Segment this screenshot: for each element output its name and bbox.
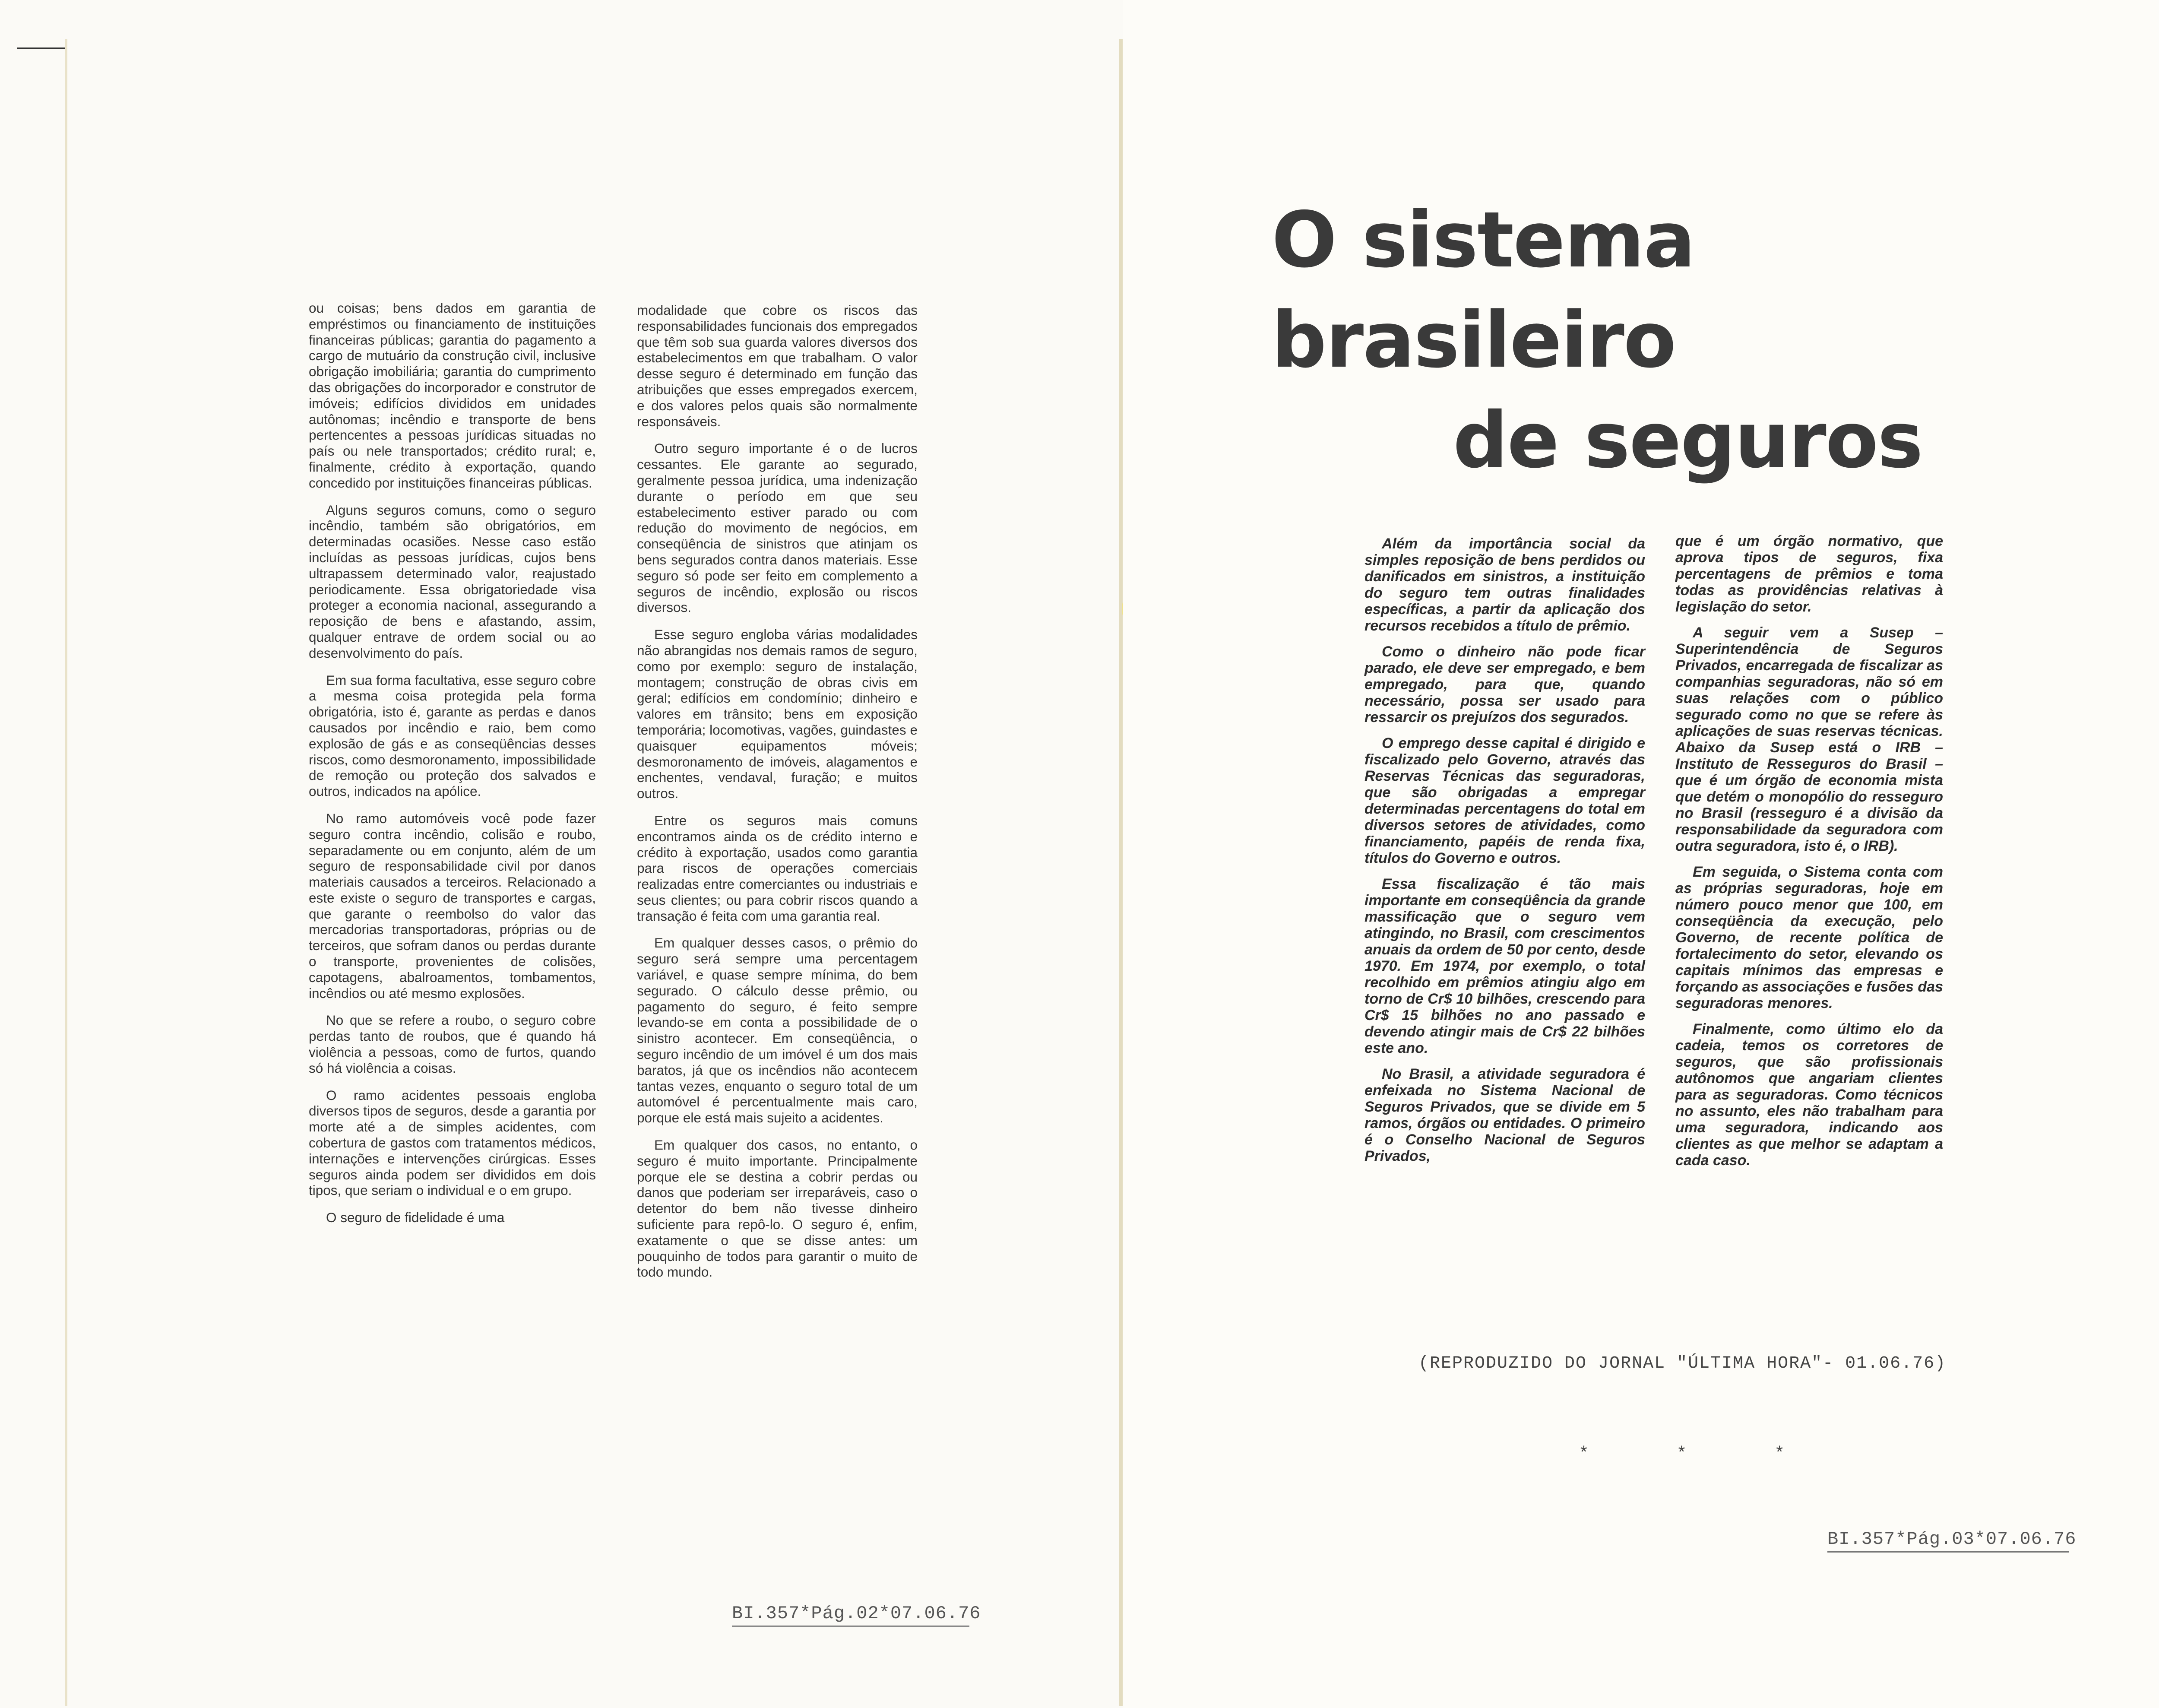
page-footer-left: BI.357*Pág.02*07.06.76 (732, 1603, 969, 1627)
paragraph: Esse seguro engloba várias modalidades não abrangidas nos demais ramos de seguro, como por exemplo: seguro de instalação, montagem; construção de obras civis em geral; edifícios em condomínio; dinheiro e valores em trânsito; bens em exposição temporária; locomotivas, vagões, guindastes e quaisquer equipamentos móveis; desmoronamento de imóveis, alagamentos e enchentes, vendaval, furação; e muitos outros. (637, 627, 918, 802)
left-column-1 (309, 300, 596, 1237)
paragraph: No Brasil, a atividade seguradora é enfeixada no Sistema Nacional de Seguros Privados, que se divide em 5 ramos, órgãos ou entidades. O primeiro é o Conselho Nacional de Seguros Privados, (1364, 1066, 1645, 1164)
paragraph: ou coisas; bens dados em garantia de empréstimos ou financiamento de instituições financeiras públicas; garantia do pagamento a cargo de mutuário da construção civil, inclusive obrigação imobiliária; garantia do cumprimento das obrigações do incorporador e construtor de imóveis; edifícios divididos em unidades autônomas; incêndio e transporte de bens pertencentes a pessoas jurídicas situadas no país ou nele transportados; crédito rural; e, finalmente, crédito à exportação, quando concedido por instituições financeiras públicas. (309, 300, 596, 491)
paragraph: Entre os seguros mais comuns encontramos ainda os de crédito interno e crédito à exportação, usados como garantia para riscos de operações comerciais realizadas entre comerciantes ou industriais e seus clientes; ou para cobrir riscos quando a transação é feita com uma garantia real. (637, 812, 918, 924)
paragraph: Finalmente, como último elo da cadeia, temos os corretores de seguros, que são profissionais autônomos que angariam clientes para as seguradoras. Como técnicos no assunto, eles não trabalham para uma seguradora, indicando aos clientes as que melhor se adaptam a cada caso. (1675, 1021, 1943, 1169)
page-footer-right: BI.357*Pág.03*07.06.76 (1827, 1529, 2069, 1553)
section-separator: * * * (1580, 1442, 1826, 1461)
paragraph: Em qualquer dos casos, no entanto, o seguro é muito importante. Principalmente porque ele se destina a cobrir perdas ou danos que poderiam ser irreparáveis, caso o detentor do bem não tivesse dinheiro suficiente para repô-lo. O seguro é, enfim, exatamente o que se disse antes: um pouquinho de todos para garantir o muito de todo mundo. (637, 1137, 918, 1280)
left-margin-edge (65, 39, 67, 1706)
left-column-2 (637, 302, 918, 1291)
source-credit: (REPRODUZIDO DO JORNAL "ÚLTIMA HORA"- 01.06.76) (1418, 1354, 1947, 1373)
title-line-2: de seguros (1453, 396, 1922, 485)
paragraph: No ramo automóveis você pode fazer seguro contra incêndio, colisão e roubo, separadamente ou em conjunto, além de um seguro de responsabilidade civil por danos materiais causados a terceiros. Relacionado a este existe o seguro de transportes e cargas, que garante o reembolso do valor das mercadorias transportadoras, próprias ou de terceiros, que sofram danos ou perdas durante o transporte, provenientes de colisões, capotagens, abalroamentos, tombamentos, incêndios ou até mesmo explosões. (309, 810, 596, 1001)
paragraph: A seguir vem a Susep – Superintendência de Seguros Privados, encarregada de fiscalizar as companhias seguradoras, não só em suas relações com o público segurado como no que se refere às aplicações de suas reservas técnicas. Abaixo da Susep está o IRB – Instituto de Resseguros do Brasil – que é um órgão de economia mista que detém o monopólio do resseguro no Brasil (resseguro é a divisão da responsabilidade da seguradora com outra seguradora, isto é, o IRB). (1675, 624, 1943, 854)
paragraph: modalidade que cobre os riscos das responsabilidades funcionais dos empregados que têm sob sua guarda valores diversos dos estabelecimentos em que trabalham. O valor desse seguro é determinado em função das atribuições que esses empregados exercem, e dos valores pelos quais são normalmente responsáveis. (637, 302, 918, 429)
paragraph: Como o dinheiro não pode ficar parado, ele deve ser empregado, e bem empregado, para que, quando necessário, possa ser usado para ressarcir os prejuízos dos segurados. (1364, 643, 1645, 726)
paragraph: que é um órgão normativo, que aprova tipos de seguros, fixa percentagens de prêmios e toma todas as providências relativas à legislação do setor. (1675, 533, 1943, 615)
paragraph: Além da importância social da simples reposição de bens perdidos ou danificados em sinistros, a instituição do seguro tem outras finalidades específicas, a partir da aplicação dos recursos recebidos a título de prêmio. (1364, 536, 1645, 634)
top-rule (17, 48, 65, 49)
paragraph: Em seguida, o Sistema conta com as próprias seguradoras, hoje em número pouco menor que 100, em conseqüência da execução, pelo Governo, de recente política de fortalecimento do setor, elevando os capitais mínimos das empresas e forçando as associações e fusões das seguradoras menores. (1675, 864, 1943, 1011)
paragraph: Em qualquer desses casos, o prêmio do seguro será sempre uma percentagem variável, e quase sempre mínima, do bem segurado. O cálculo desse prêmio, ou pagamento do seguro, é feito sempre levando-se em conta a possibilidade de o sinistro acontecer. Em conseqüência, o seguro incêndio de um imóvel é um dos mais baratos, já que os incêndios não acontecem tantas vezes, enquanto o seguro total de um automóvel é percentualmente mais caro, porque ele está mais sujeito a acidentes. (637, 935, 918, 1126)
paragraph: Essa fiscalização é tão mais importante em conseqüência da grande massificação que o seguro vem atingindo, no Brasil, com crescimentos anuais da ordem de 50 por cento, desde 1970. Em 1974, por exemplo, o total recolhido em prêmios atingiu algo em torno de Cr$ 10 bilhões, crescendo para Cr$ 15 bilhões no ano passado e devendo atingir mais de Cr$ 22 bilhões este ano. (1364, 876, 1645, 1056)
right-column-1 (1364, 536, 1645, 1174)
paragraph: O emprego desse capital é dirigido e fiscalizado pelo Governo, através das Reservas Técnicas das seguradoras, que são obrigadas a empregar determinadas percentagens do total em diversos setores de atividades, como financiamento, papéis de renda fixa, títulos do Governo e outros. (1364, 735, 1645, 866)
right-column-2 (1675, 533, 1943, 1178)
paragraph: Outro seguro importante é o de lucros cessantes. Ele garante ao segurado, geralmente pessoa jurídica, uma indenização durante o período em que seu estabelecimento estiver parado ou com redução do movimento de negócios, em conseqüência de sinistros que atinjam os bens segurados contra danos materiais. Esse seguro só pode ser feito em complemento a seguros de incêndio, explosão ou riscos diversos. (637, 440, 918, 615)
paragraph: No que se refere a roubo, o seguro cobre perdas tanto de roubos, que é quando há violência a pessoas, como de furtos, quando só há violência a coisas. (309, 1012, 596, 1076)
paragraph: Alguns seguros comuns, como o seguro incêndio, também são obrigatórios, em determinadas ocasiões. Nesse caso estão incluídas as pessoas jurídicas, cujos bens ultrapassem determinado valor, reajustado periodicamente. Essa obrigatoriedade visa proteger a economia nacional, assegurando a reposição de bens e afastando, assim, qualquer entrave de ordem social ou ao desenvolvimento do país. (309, 502, 596, 661)
title-line-1: O sistema brasileiro (1272, 195, 1695, 385)
paragraph: O seguro de fidelidade é uma (326, 1210, 505, 1226)
paragraph: Em sua forma facultativa, esse seguro cobre a mesma coisa protegida pela forma obrigatória, isto é, garante as perdas e danos causados por incêndio e raio, bem como explosão de gás e as conseqüências desses riscos, como desmoronamento, impossibilidade de remoção ou proteção dos salvados e outros, indicados na apólice. (309, 672, 596, 799)
paragraph: O ramo acidentes pessoais engloba diversos tipos de seguros, desde a garantia por morte até a de simples acidentes, com cobertura de gastos com tratamentos médicos, internações e intervenções cirúrgicas. Esses seguros ainda podem ser divididos em dois tipos, que seriam o individual e o em grupo. (309, 1087, 596, 1198)
article-title (1272, 190, 2049, 491)
